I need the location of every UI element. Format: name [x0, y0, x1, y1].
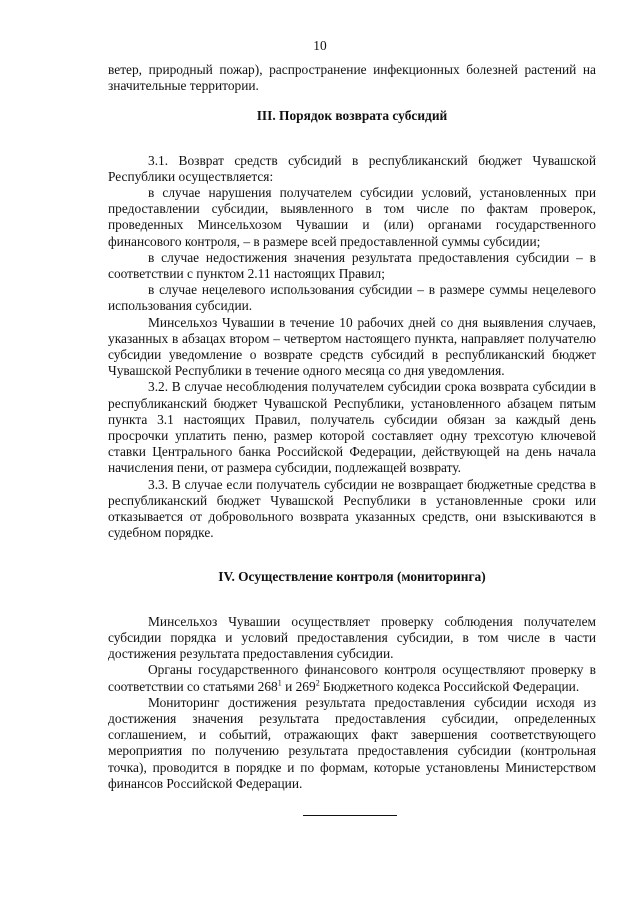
- paragraph-3-1-result: в случае недостижения значения результата предоставления субсидии – в соответствии с пунктом 2.11 настоящих Правил;: [108, 249, 596, 282]
- paragraph-3-3: 3.3. В случае если получатель субсидии не возвращает бюджетные средства в республиканский бюджет Чувашской Республики в установленные сроки или отказывается от добровольного возврата указанных средств, они взыскиваются в судебном порядке.: [108, 476, 596, 541]
- paragraph-4-text-b: и 269: [281, 678, 316, 694]
- page-number: 10: [313, 38, 327, 53]
- paragraph-4-verification: Минсельхоз Чувашии осуществляет проверку соблюдения получателем субсидии порядка и условий предоставления субсидии, в том числе в части достижения результата предоставления субсидии.: [108, 613, 596, 662]
- intro-paragraph: ветер, природный пожар), распространение инфекционных болезней растений на значительные территории.: [108, 62, 596, 94]
- paragraph-3-1: 3.1. Возврат средств субсидий в республиканский бюджет Чувашской Республики осуществляется:: [108, 152, 596, 184]
- superscript-2: 2: [315, 678, 320, 688]
- section-3-body: [108, 153, 596, 542]
- section-3-heading: III. Порядок возврата субсидий: [256, 108, 448, 124]
- paragraph-4-monitoring: Мониторинг достижения результата предоставления субсидии исходя из достижения значения результата предоставления субсидии, определенных соглашением, и событий, отражающих факт завершения соответствующего мероприятия по получению результата предоставления субсидии (контрольная точка), проводится в порядке и по формам, которые установлены Министерством финансов Российской Федерации.: [108, 694, 596, 791]
- paragraph-4-financial-control: [108, 662, 596, 694]
- paragraph-3-2: 3.2. В случае несоблюдения получателем субсидии срока возврата субсидии в республиканский бюджет Чувашской Республики, установленного абзацем пятым пункта 3.1 настоящих Правил, получатель субсидии обязан за каждый день просрочки уплатить пеню, размер которой составляет одну трехсотую ключевой ставки Центрального банка Российской Федерации, действующей на день начала начисления пени, от размера субсидии, подлежащей возврату.: [108, 379, 596, 476]
- paragraph-4-text-a: Органы государственного финансового контроля осуществляют проверку в соответствии со статьями 268: [108, 662, 596, 694]
- paragraph-3-1-misuse: в случае нецелевого использования субсидии – в размере суммы нецелевого использования субсидии.: [108, 282, 596, 314]
- section-4-heading: IV. Осуществление контроля (мониторинга): [218, 569, 486, 585]
- superscript-1: 1: [277, 678, 282, 688]
- page-content: [108, 62, 596, 792]
- section-4-body: [108, 614, 596, 792]
- footer-separator-line: [303, 815, 397, 816]
- paragraph-3-1-violation: в случае нарушения получателем субсидии условий, установленных при предоставлении субсидии, выявленного в том числе по фактам проверок, проведенных Минсельхозом Чувашии и (или) органами государственного финансового контроля, – в размере всей предоставленной суммы субсидии;: [108, 185, 596, 249]
- paragraph-4-text-c: Бюджетного кодекса Российской Федерации.: [319, 678, 580, 694]
- paragraph-3-1-notice: Минсельхоз Чувашии в течение 10 рабочих дней со дня выявления случаев, указанных в абзацах втором – четвертом настоящего пункта, направляет получателю субсидии уведомление о возврате средств субсидий в республиканский бюджет Чувашской Республики в течение одного месяца со дня уведомления.: [108, 314, 596, 379]
